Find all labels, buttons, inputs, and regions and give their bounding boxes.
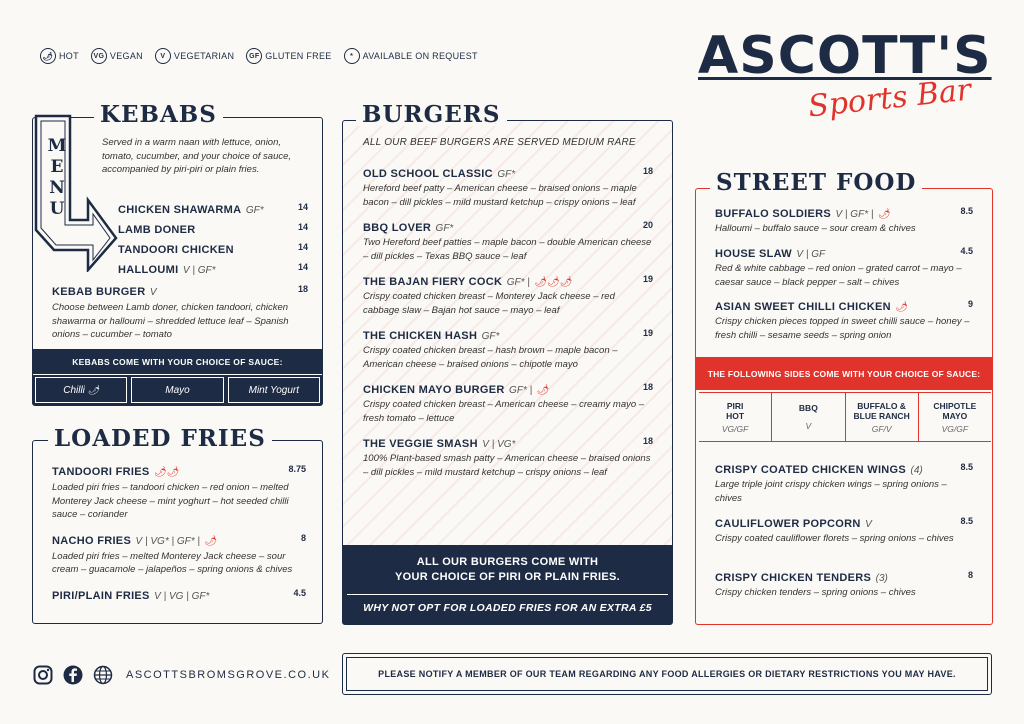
legend-gluten-free: GF GLUTEN FREE	[246, 48, 331, 64]
street-item: HOUSE SLAW V | GF 4.5 Red & white cabbage – red onion – grated carrot – mayo – caesar sauce – black pepper – salt – chives	[715, 246, 973, 288]
kebab-item: TANDOORI CHICKEN 14	[118, 242, 308, 256]
dietary-legend	[40, 48, 478, 64]
street-item: CRISPY COATED CHICKEN WINGS (4) 8.5 Large triple joint crispy chicken wings – spring onions – chives	[715, 462, 973, 504]
kebabs-title: KEBABS	[94, 103, 223, 126]
sauce-option: Chilli 🌶	[35, 377, 127, 403]
burger-item: OLD SCHOOL CLASSIC GF* 18 Hereford beef patty – American cheese – braised onions – maple bacon – dill pickles – mild mustard ketchup – crispy onions – leaf	[363, 166, 653, 208]
burger-item: THE VEGGIE SMASH V | VG* 18 100% Plant-based smash patty – American cheese – braised onions – dill pickles – mild mustard ketchup – crispy onions – leaf	[363, 436, 653, 478]
burgers-note: ALL OUR BEEF BURGERS ARE SERVED MEDIUM RARE	[363, 137, 636, 148]
side-sauce-option: BBQ V	[772, 393, 845, 441]
sides-sauce-table	[699, 392, 991, 442]
burger-item: THE CHICKEN HASH GF* 19 Crispy coated chicken breast – hash brown – maple bacon – American cheese – braised onions – chipotle mayo	[363, 328, 653, 370]
burger-fries-banner: ALL OUR BURGERS COME WITH YOUR CHOICE OF PIRI OR PLAIN FRIES. WHY NOT OPT FOR LOADED FRIES FOR AN EXTRA £5	[343, 545, 672, 624]
side-sauce-option: CHIPOTLE MAYO VG/GF	[933, 400, 977, 434]
kebabs-intro: Served in a warm naan with lettuce, onion, tomato, cucumber, and your choice of sauce, accompanied by piri-piri or plain fries.	[102, 137, 292, 175]
street-item: CRISPY CHICKEN TENDERS (3) 8 Crispy chicken tenders – spring onions – chives	[715, 570, 973, 598]
sides-sauce-header: THE FOLLOWING SIDES COME WITH YOUR CHOICE OF SAUCE:	[696, 357, 992, 390]
side-sauce-option: PIRI HOT VG/GF	[699, 393, 772, 441]
fries-item: TANDOORI FRIES 🌶🌶 8.75 Loaded piri fries – tandoori chicken – red onion – melted Monterey Jack cheese – mint yoghurt – hot seeded chilli sauce – coriander	[52, 464, 306, 520]
asterisk-icon: *	[344, 48, 360, 64]
kebab-burger-item: KEBAB BURGER V 18 Choose between Lamb doner, chicken tandoori, chicken shawarma or halloumi – shredded lettuce leaf – Spanish onions – cucumber – tomato	[52, 284, 308, 340]
chili-icon: 🌶	[87, 384, 100, 395]
legend-on-request: * AVAILABLE ON REQUEST	[344, 48, 478, 64]
facebook-icon[interactable]	[62, 664, 84, 686]
burger-item: BBQ LOVER GF* 20 Two Hereford beef patties – maple bacon – double American cheese – dill pickles – Texas BBQ sauce – leaf	[363, 220, 653, 262]
burger-list	[363, 164, 653, 488]
legend-hot: 🌶 HOT	[40, 48, 79, 64]
kebab-item: LAMB DONER 14	[118, 222, 308, 236]
street-item: CAULIFLOWER POPCORN V 8.5 Crispy coated cauliflower florets – spring onions – chives	[715, 516, 973, 544]
chili-icon: 🌶	[877, 209, 891, 220]
chili-icon: 🌶	[40, 48, 56, 64]
loaded-fries-title: LOADED FRIES	[48, 427, 272, 450]
legend-vegan: VG VEGAN	[91, 48, 143, 64]
street-item: BUFFALO SOLDIERS V | GF* | 🌶 8.5 Halloumi – buffalo sauce – sour cream & chives	[715, 206, 973, 234]
logo-ascotts: ASCOTT'S	[698, 26, 992, 86]
burgers-title: BURGERS	[356, 103, 507, 126]
sauce-option: Mayo	[131, 377, 223, 403]
kebab-list	[118, 200, 308, 280]
globe-icon[interactable]	[92, 664, 114, 686]
social-links	[32, 664, 330, 686]
chili-icon: 🌶	[536, 385, 550, 396]
burger-item: THE BAJAN FIERY COCK GF* | 🌶🌶🌶 19 Crispy coated chicken breast – Monterey Jack cheese – red cabbage slaw – Bajan hot sauce – mayo – leaf	[363, 274, 653, 316]
kebab-item: CHICKEN SHAWARMA GF* 14	[118, 202, 308, 216]
chili-icon: 🌶	[895, 302, 909, 313]
sauce-option: Mint Yogurt	[228, 377, 320, 403]
street-item: ASIAN SWEET CHILLI CHICKEN 🌶 9 Crispy chicken pieces topped in sweet chilli sauce – honey – fresh chilli – sesame seeds – spring onion	[715, 299, 973, 341]
loaded-fries-list	[52, 462, 306, 604]
loaded-fries-upsell: WHY NOT OPT FOR LOADED FRIES FOR AN EXTRA £5	[363, 601, 652, 614]
street-sides-list	[715, 460, 973, 608]
allergy-notice: PLEASE NOTIFY A MEMBER OF OUR TEAM REGARDING ANY FOOD ALLERGIES OR DIETARY RESTRICTIONS YOU MAY HAVE.	[342, 653, 992, 695]
kebab-sauce-header: KEBABS COME WITH YOUR CHOICE OF SAUCE:	[33, 349, 322, 374]
kebab-item: HALLOUMI V | GF* 14	[118, 262, 308, 276]
vegetarian-icon: V	[155, 48, 171, 64]
street-food-list	[715, 204, 973, 350]
chili-icon: 🌶🌶🌶	[534, 277, 573, 288]
legend-vegetarian: V VEGETARIAN	[155, 48, 234, 64]
menu-arrow-label: M E N U	[47, 136, 67, 219]
fries-item: PIRI/PLAIN FRIES V | VG | GF* 4.5	[52, 587, 306, 602]
chili-icon: 🌶	[204, 535, 218, 547]
kebab-sauce-options	[33, 375, 322, 405]
instagram-icon[interactable]	[32, 664, 54, 686]
website-link[interactable]: ASCOTTSBROMSGROVE.CO.UK	[126, 669, 331, 681]
fries-item: NACHO FRIES V | VG* | GF* | 🌶 8 Loaded piri fries – melted Monterey Jack cheese – sour cream – guacamole – jalapeños – spring onions & chives	[52, 532, 306, 575]
street-food-title: STREET FOOD	[710, 171, 922, 194]
side-sauce-option: BUFFALO & BLUE RANCH GF/V	[846, 393, 919, 441]
chili-icon: 🌶🌶	[153, 467, 180, 478]
logo-sports-bar: Sports Bar	[806, 72, 973, 125]
vegan-icon: VG	[91, 48, 107, 64]
gluten-free-icon: GF	[246, 48, 262, 64]
burger-item: CHICKEN MAYO BURGER GF* | 🌶 18 Crispy coated chicken breast – American cheese – creamy mayo – fresh tomato – lettuce	[363, 382, 653, 424]
